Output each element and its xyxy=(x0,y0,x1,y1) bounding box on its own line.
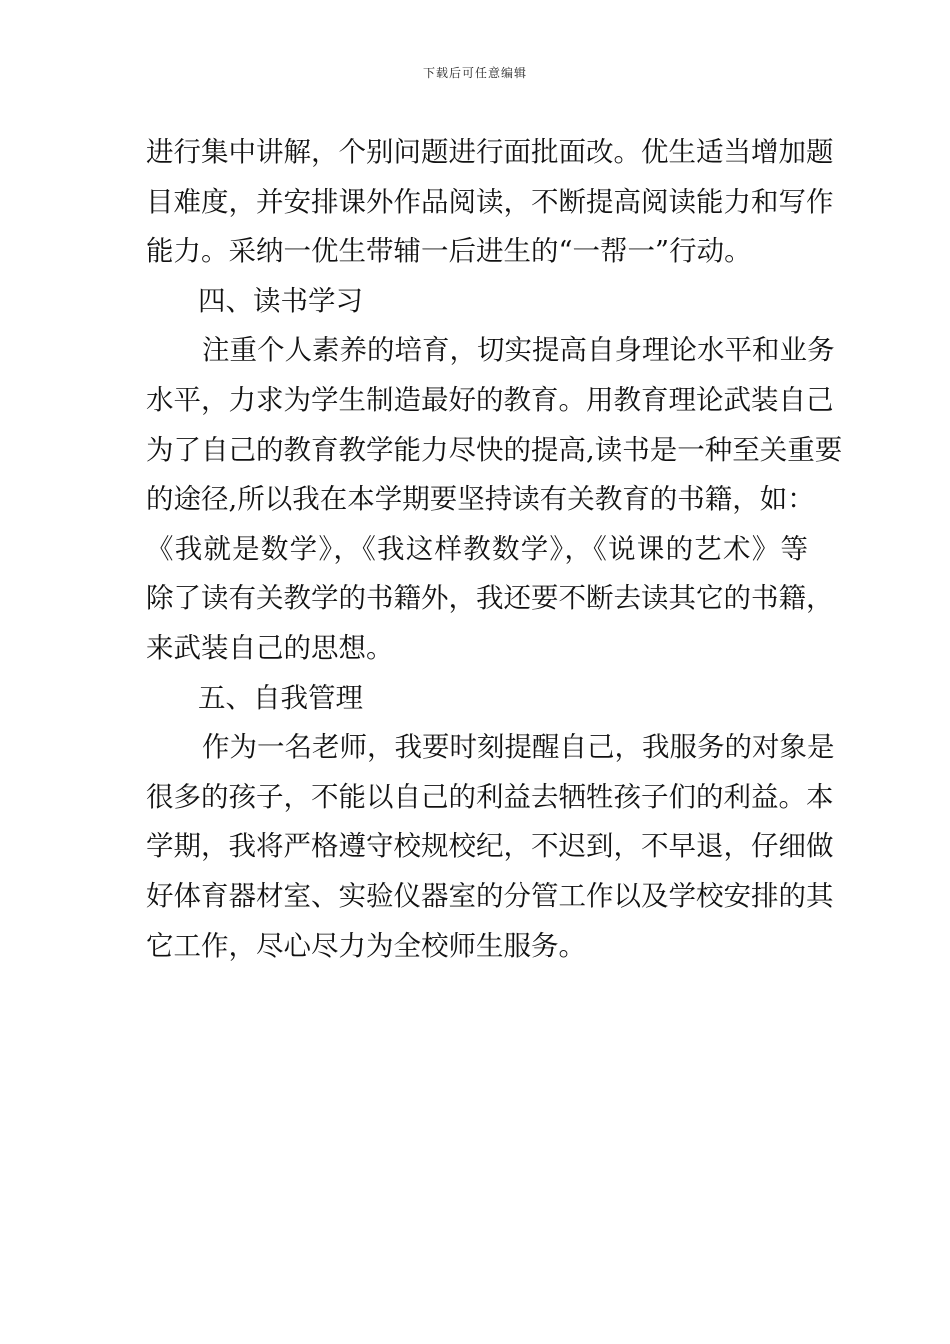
body-line: 很多的孩子，不能以自己的利益去牺牲孩子们的利益。本 xyxy=(146,780,834,813)
body-line: 《我就是数学》，《我这样教数学》，《说课的艺术》等 xyxy=(146,532,808,565)
body-line: 它工作，尽心尽力为全校师生服务。 xyxy=(146,929,586,962)
body-line: 能力。采纳一优生带辅一后进生的“一帮一”行动。 xyxy=(146,235,752,268)
header-note: 下载后可任意编辑 xyxy=(422,66,527,80)
section-heading-reading: 四、读书学习 xyxy=(198,284,363,317)
body-line: 水平，力求为学生制造最好的教育。用教育理论武装自己 xyxy=(146,383,834,416)
section-heading-self-management: 五、自我管理 xyxy=(198,681,363,714)
body-line: 目难度，并安排课外作品阅读，不断提高阅读能力和写作 xyxy=(146,185,834,218)
body-line: 除了读有关教学的书籍外，我还要不断去读其它的书籍， xyxy=(146,582,834,615)
body-line: 的途径,所以我在本学期要坚持读有关教育的书籍，如： xyxy=(146,483,815,516)
document-body xyxy=(146,128,843,971)
body-line: 学期，我将严格遵守校规校纪，不迟到，不早退，仔细做 xyxy=(146,830,834,863)
body-line: 为了自己的教育教学能力尽快的提高,读书是一种至关重要 xyxy=(146,433,843,466)
body-line: 好体育器材室、实验仪器室的分管工作以及学校安排的其 xyxy=(146,879,834,912)
body-line: 作为一名老师，我要时刻提醒自己，我服务的对象是 xyxy=(202,731,835,764)
body-line: 进行集中讲解，个别问题进行面批面改。优生适当增加题 xyxy=(146,136,834,168)
body-line: 来武装自己的思想。 xyxy=(146,631,394,664)
body-line: 注重个人素养的培育，切实提高自身理论水平和业务 xyxy=(202,334,835,367)
